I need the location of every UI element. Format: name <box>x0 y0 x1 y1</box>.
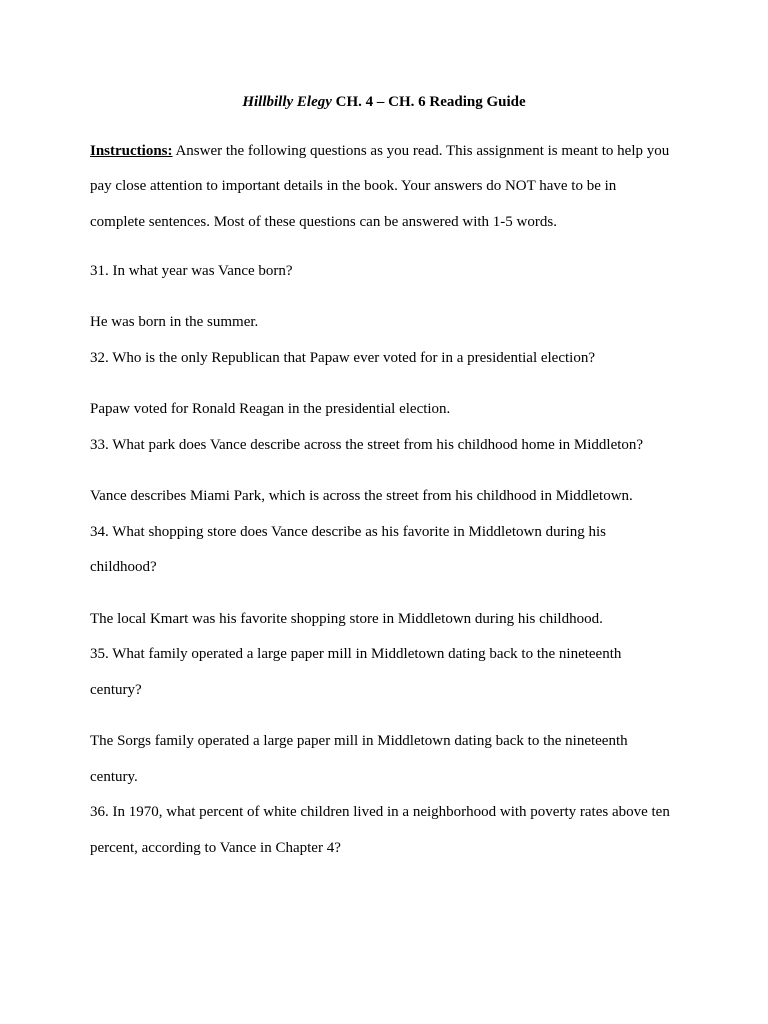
answer-35-line-1: The Sorgs family operated a large paper mill in Middletown dating back to the nineteenth <box>90 733 628 749</box>
instructions-label: Instructions: <box>90 143 173 159</box>
question-31: 31. In what year was Vance born? <box>90 263 293 279</box>
instructions-line-1 <box>90 142 669 160</box>
answer-34: The local Kmart was his favorite shopping store in Middletown during his childhood. <box>90 611 603 627</box>
question-36-line-1: 36. In 1970, what percent of white children lived in a neighborhood with poverty rates above ten <box>90 804 670 820</box>
answer-32: Papaw voted for Ronald Reagan in the presidential election. <box>90 401 451 417</box>
page-title <box>0 93 768 111</box>
book-title: Hillbilly Elegy <box>242 94 332 110</box>
question-36-line-2: percent, according to Vance in Chapter 4? <box>90 840 341 856</box>
instructions-line-3: complete sentences. Most of these questions can be answered with 1-5 words. <box>90 214 557 230</box>
question-35-line-2: century? <box>90 682 142 698</box>
title-rest: CH. 4 – CH. 6 Reading Guide <box>331 94 526 110</box>
question-35-line-1: 35. What family operated a large paper mill in Middletown dating back to the nineteenth <box>90 646 622 662</box>
question-33: 33. What park does Vance describe across the street from his childhood home in Middleton? <box>90 437 644 453</box>
answer-35-line-2: century. <box>90 769 138 785</box>
answer-31: He was born in the summer. <box>90 314 259 330</box>
question-34-line-2: childhood? <box>90 559 157 575</box>
instructions-line-2: pay close attention to important details in the book. Your answers do NOT have to be in <box>90 178 617 194</box>
question-34-line-1: 34. What shopping store does Vance describe as his favorite in Middletown during his <box>90 524 607 540</box>
instructions-text-1: Answer the following questions as you read. This assignment is meant to help you <box>172 143 670 159</box>
answer-33: Vance describes Miami Park, which is across the street from his childhood in Middletown. <box>90 488 633 504</box>
question-32: 32. Who is the only Republican that Papaw ever voted for in a presidential election? <box>90 350 595 366</box>
